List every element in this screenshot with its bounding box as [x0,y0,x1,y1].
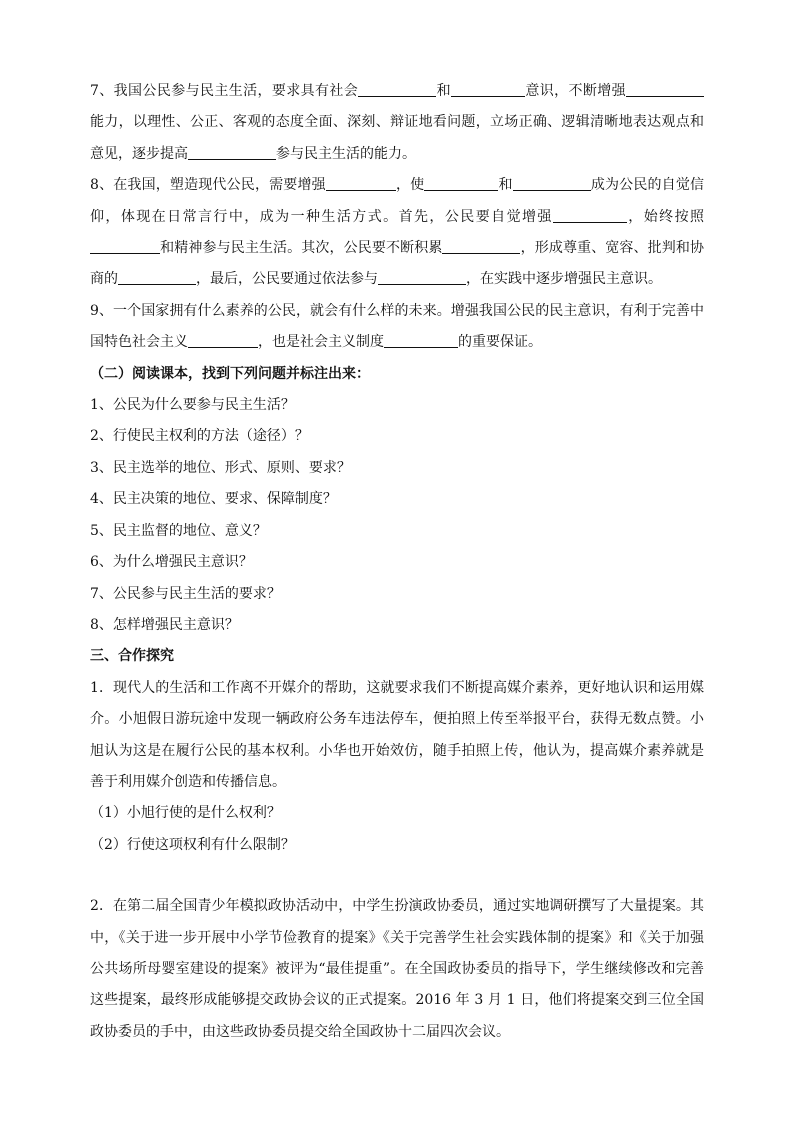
q8-text-1: 8、在我国，塑造现代公民，需要增强 [90,177,326,194]
case-1-subquestion-2: （2）行使这项权利有什么限制？ [90,836,295,853]
fill-blank[interactable] [513,175,591,191]
question-9 [90,296,704,359]
q9-text-1: 9、一个国家拥有什么素养的公民，就会有什么样的未来。增强我国公民的民主意识，有利于完善中国特色社会主义 [90,302,704,351]
fill-blank[interactable] [442,238,520,254]
question-8 [90,170,704,296]
question-list-item: 7、公民参与民主生活的要求？ [90,585,281,602]
section-3-heading: 三、合作探究 [90,648,174,665]
fill-blank[interactable] [378,269,466,285]
fill-blank[interactable] [188,332,258,348]
question-7 [90,76,704,170]
case-1-subquestion-1: （1）小旭行使的是什么权利？ [90,805,281,822]
q7-text-4: 能力，以理性、公正、客观的态度全面、深刻、辩证地看问题，立场正确、逻辑清晰地表达观点和意见，逐步提高 [90,114,704,162]
question-list-item: 3、民主选举的地位、形式、原则、要求？ [90,459,351,476]
fill-blank[interactable] [553,207,627,223]
q9-text-3: 的重要保证。 [458,334,542,351]
question-list-item: 8、怎样增强民主意识？ [90,616,239,633]
case-1-text: 1．现代人的生活和工作离不开媒介的帮助，这就要求我们不断提高媒介素养，更好地认识和运用媒介。小旭假日游玩途中发现一辆政府公务车违法停车，便拍照上传至举报平台，获得无数点赞。小旭认为这是在履行公民的基本权利。小华也开始效仿，随手拍照上传，他认为，提高媒介素养就是善于利用媒介创造和传播信息。 [90,679,704,790]
answer-space [90,861,704,891]
fill-blank[interactable] [384,332,458,348]
q8-text-7: ，形成尊重、宽容、批判和协商的 [90,240,705,288]
q8-text-2: ，使 [395,177,425,194]
fill-blank[interactable] [451,81,525,97]
q8-text-8: ，最后，公民要通过依法参与 [196,271,378,288]
q8-text-6: 和精神参与民主生活。其次，公民要不断积累 [160,240,443,257]
q8-text-4: 成为公民的自觉信仰，体现在日常言行中，成为一种生活方式。首先，公民要自觉增强 [90,177,705,225]
fill-blank[interactable] [188,144,276,160]
fill-blank[interactable] [326,175,396,191]
q8-text-5: ，始终按照 [626,208,705,225]
case-2-text: 2．在第二届全国青少年模拟政协活动中，中学生扮演政协委员，通过实地调研撰写了大量提案。其中，《关于进一步开展中小学节俭教育的提案》《关于完善学生社会实践体制的提案》和《关于加强公共场所母婴室建设的提案》被评为“最佳提重”。在全国政协委员的指导下，学生继续修改和完善这些提案，最终形成能够提交政协会议的正式提案。2016 年 3 月 1 日，他们将提案交到三位全国政协委员的手中，由这些政协委员提交给全国政协十二届四次会议。 [90,898,704,1040]
question-list-item: 4、民主决策的地位、要求、保障制度？ [90,491,337,508]
question-list-item: 2、行使民主权利的方法（途径）？ [90,428,309,445]
q8-text-9: ，在实践中逐步增强民主意识。 [466,271,662,288]
question-list-item: 6、为什么增强民主意识？ [90,554,253,571]
fill-blank[interactable] [358,81,436,97]
section-2-heading: （二）阅读课本，找到下列问题并标注出来： [90,365,370,382]
q7-text-1: 7、我国公民参与民主生活，要求具有社会 [90,83,359,99]
fill-blank[interactable] [424,175,498,191]
question-list-item: 5、民主监督的地位、意义？ [90,522,267,539]
q7-text-2: 和 [436,83,451,99]
fill-blank[interactable] [626,81,704,97]
q7-text-5: 参与民主生活的能力。 [276,145,416,162]
q9-text-2: ，也是社会主义制度 [258,334,384,351]
q7-text-3: 意识，不断增强 [524,83,627,99]
q8-text-3: 和 [498,177,513,194]
fill-blank[interactable] [90,238,160,254]
fill-blank[interactable] [118,269,196,285]
question-list-item: 1、公民为什么要参与民主生活？ [90,397,295,414]
